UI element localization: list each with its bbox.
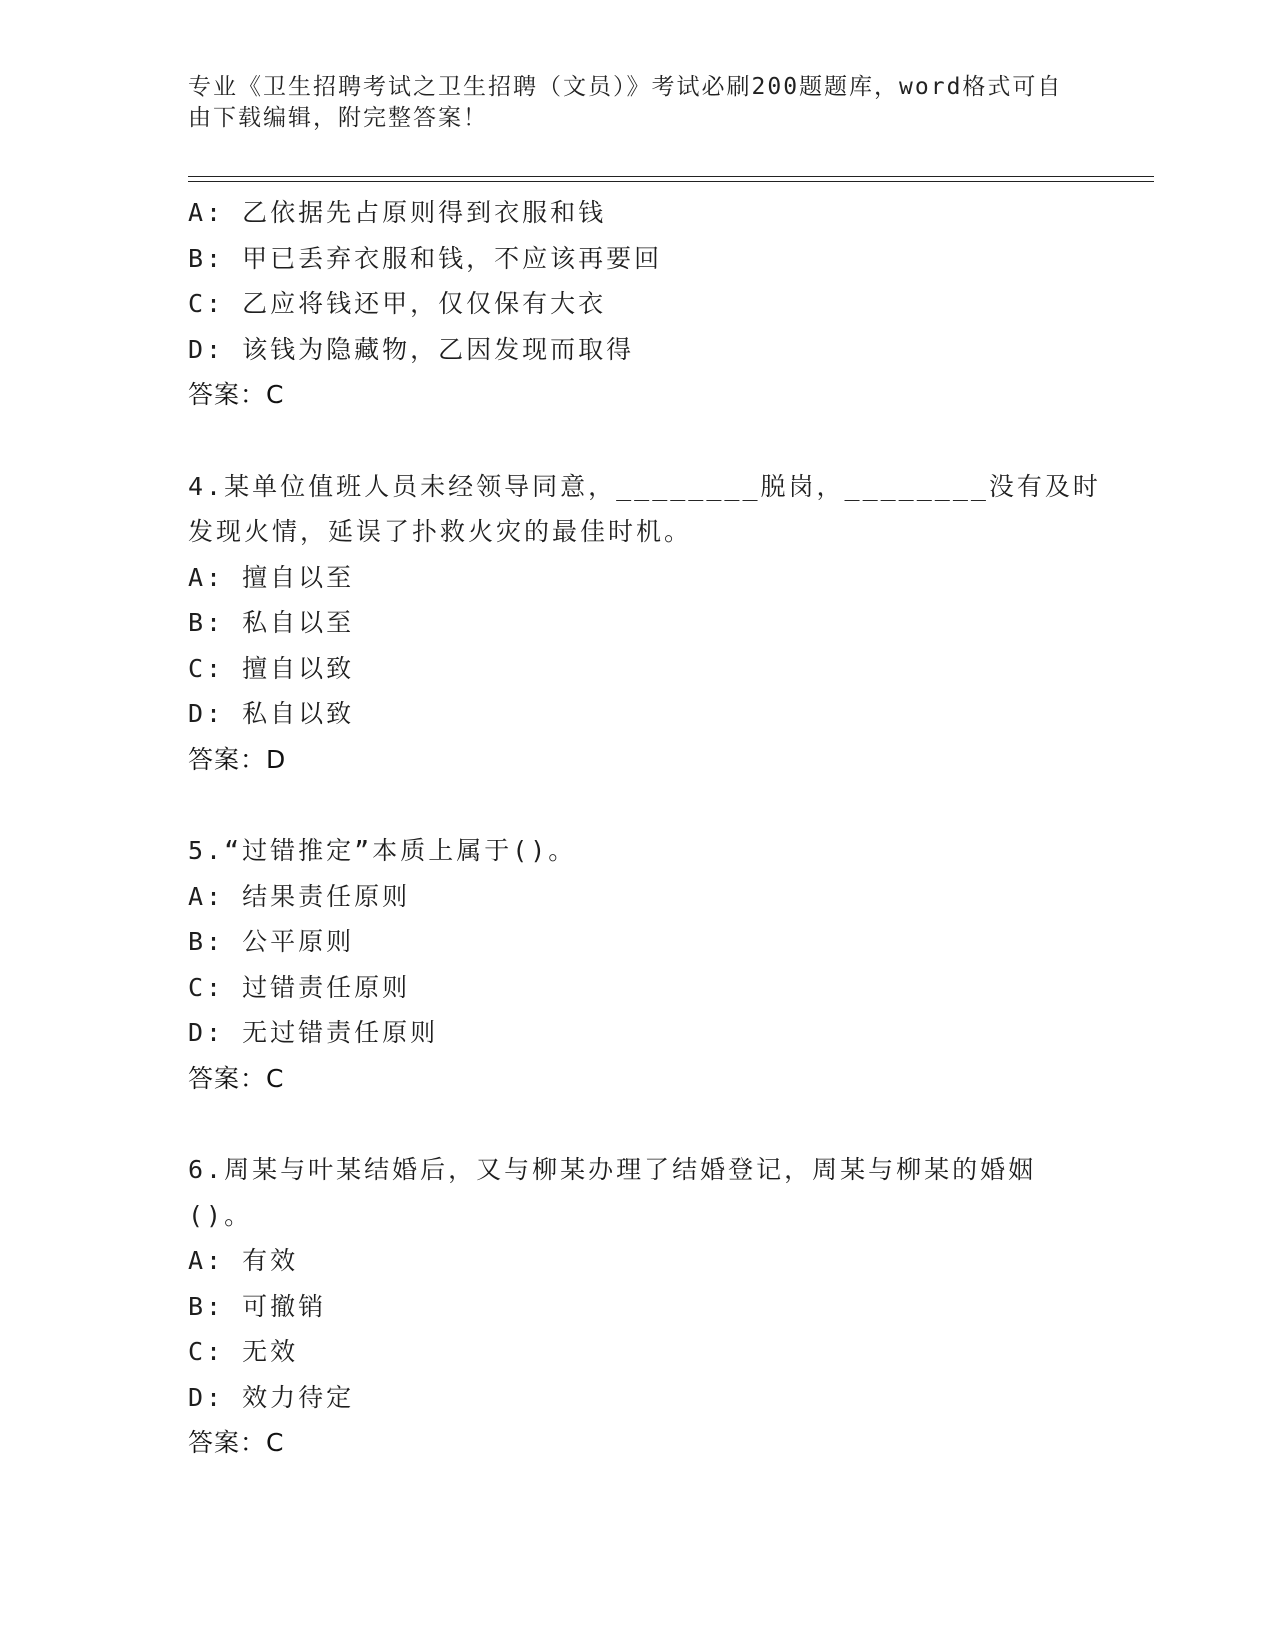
question-stem: 5.“过错推定”本质上属于()。 [188,836,577,865]
header-divider-top [188,176,1154,177]
spacer [188,1101,1068,1147]
option-b: B: 可撤销 [188,1291,327,1321]
answer: 答案：D [188,744,287,774]
header-line-1: 专业《卫生招聘考试之卫生招聘（文员）》考试必刷200题题库，word格式可自 [188,74,1063,100]
option-c: C: 过错责任原则 [188,972,411,1002]
question-stem: 4.某单位值班人员未经领导同意，________脱岗，________没有及时 [188,471,1101,501]
option-a: A: 结果责任原则 [188,881,411,911]
option-a: A: 擅自以至 [188,562,355,592]
question-stem: 6.周某与叶某结婚后，又与柳某办理了结婚登记，周某与柳某的婚姻 [188,1155,1037,1184]
option-a: A: 有效 [188,1246,299,1275]
question-6 [188,1147,1068,1466]
option-d: D: 效力待定 [188,1382,355,1412]
option-b: B: 私自以至 [188,608,355,637]
question-5 [188,828,1068,1101]
question-3 [188,190,1068,418]
option-d: D: 该钱为隐藏物，乙因发现而取得 [188,334,635,364]
option-b: B: 甲已丢弃衣服和钱，不应该再要回 [188,243,663,273]
question-4 [188,464,1101,783]
document-header [188,72,1068,134]
answer: 答案：C [188,1063,285,1093]
option-c: C: 乙应将钱还甲，仅仅保有大衣 [188,289,607,318]
answer: 答案：C [188,380,285,409]
header-line-2: 由下载编辑，附完整答案！ [188,105,488,131]
option-b: B: 公平原则 [188,927,355,956]
option-c: C: 擅自以致 [188,653,355,683]
question-stem-continued: ()。 [188,1200,253,1230]
option-d: D: 私自以致 [188,699,355,728]
spacer [188,782,1068,828]
header-divider-bottom [188,181,1154,182]
question-stem-continued: 发现火情，延误了扑救火灾的最佳时机。 [188,517,693,546]
answer: 答案：C [188,1428,285,1457]
question-list [188,190,1101,1466]
option-a: A: 乙依据先占原则得到衣服和钱 [188,198,607,227]
option-c: C: 无效 [188,1337,299,1366]
option-d: D: 无过错责任原则 [188,1018,439,1047]
spacer [188,418,1068,464]
